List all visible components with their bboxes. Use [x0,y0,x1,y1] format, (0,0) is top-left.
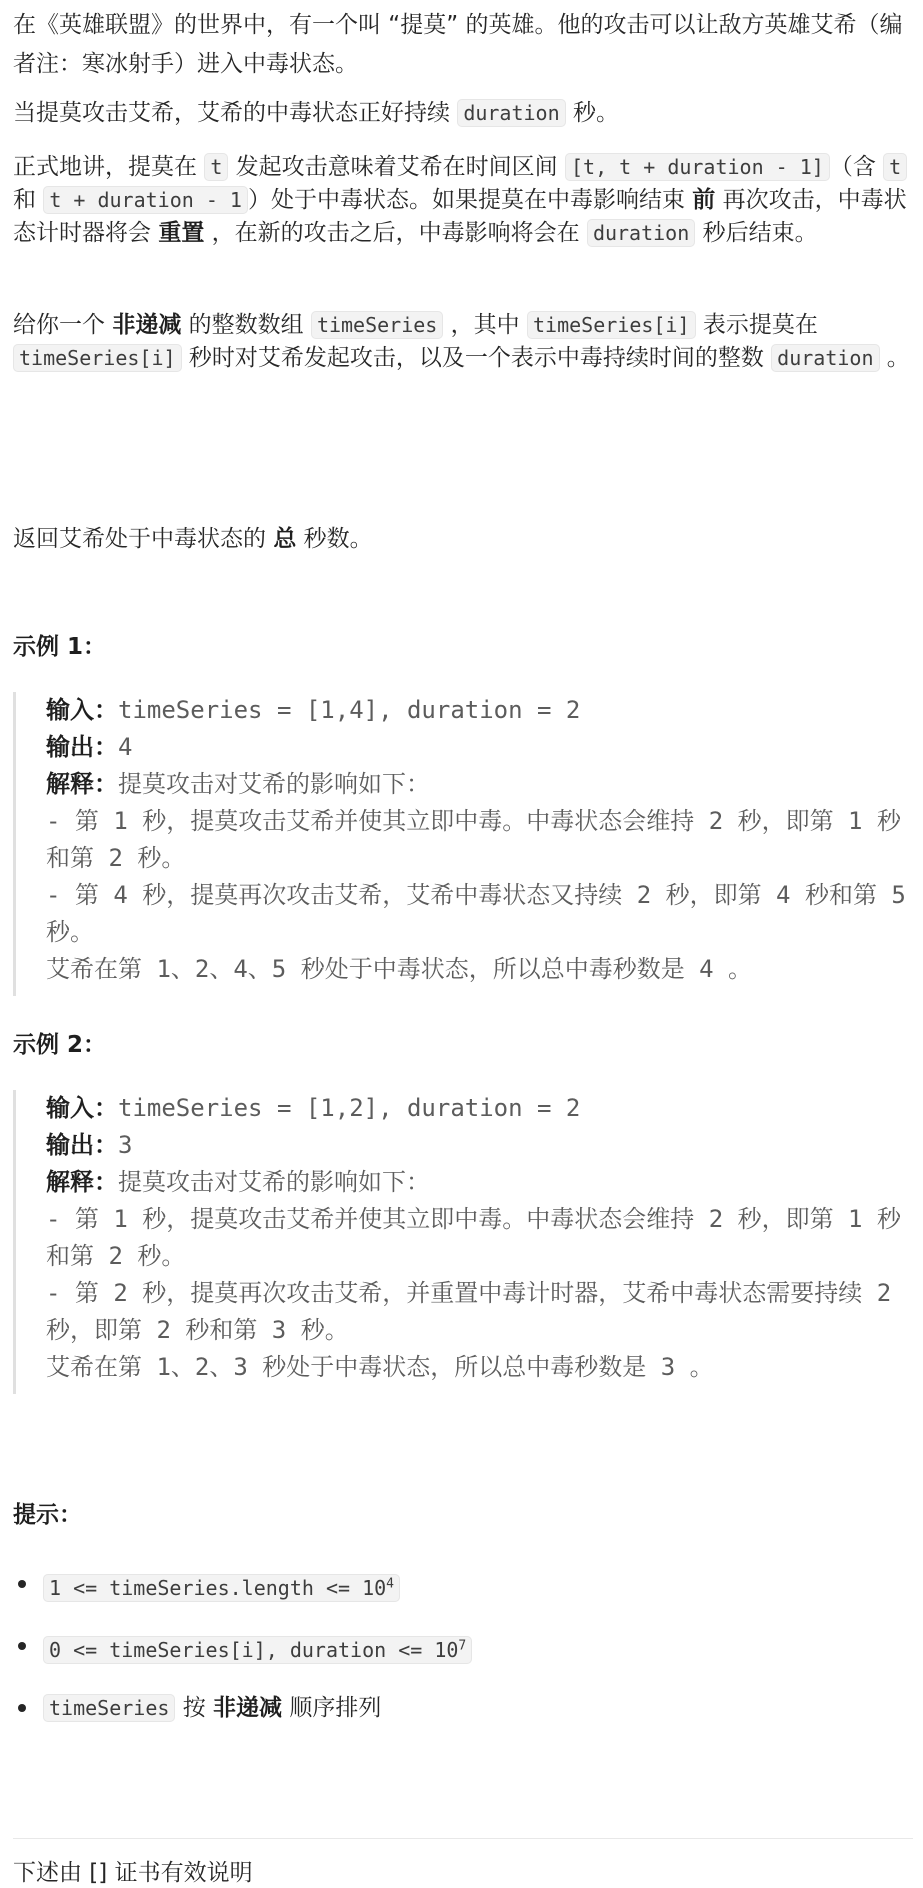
explain-label: 解释： [46,1168,118,1196]
text: 秒数。 [296,526,373,552]
example-1-title: 示例 1： [13,634,107,660]
bold-text: 非递减 [213,1695,283,1721]
example-input-line [46,1090,913,1127]
example-input-line [46,692,913,729]
code-text: 0 <= timeSeries[i], duration <= 10 [49,1637,459,1662]
text: 给你一个 [13,312,113,338]
text: ，其中 [443,312,527,338]
bold-text: 重置 [158,220,205,246]
explain-text: 提莫攻击对艾希的影响如下： [118,770,430,798]
text: ）处于中毒状态。如果提莫在中毒影响结束 [247,187,693,213]
description-paragraph-5 [13,520,913,559]
text: （含 [829,154,884,180]
example-input: timeSeries = [1,4], duration = 2 [118,696,581,724]
explain-text: - 第 1 秒，提莫攻击艾希并使其立即中毒。中毒状态会维持 2 秒，即第 1 秒和第 2 秒。 [46,1205,901,1270]
constraint-item [13,1627,472,1689]
superscript: 4 [386,1576,394,1591]
inline-code: t [883,153,907,181]
text: 秒时对艾希发起攻击，以及一个表示中毒持续时间的整数 [181,345,772,371]
explain-text: - 第 1 秒，提莫攻击艾希并使其立即中毒。中毒状态会维持 2 秒，即第 1 秒和第 2 秒。 [46,807,901,872]
description-paragraph-4 [13,309,913,375]
text: 和 [13,187,44,213]
input-label: 输入： [46,1094,118,1122]
constraint-item [13,1689,472,1751]
example-output: 3 [118,1131,133,1159]
inline-code [43,1636,472,1664]
code-text: 1 <= timeSeries.length <= 10 [49,1575,387,1600]
input-label: 输入： [46,696,118,724]
description-paragraph-1: 在《英雄联盟》的世界中，有一个叫 “提莫” 的英雄。他的攻击可以让敌方英雄艾希（编者注：寒冰射手）进入中毒状态。 [13,12,903,77]
example-1-block [13,692,921,996]
text: 发起攻击意味着艾希在时间区间 [228,154,565,180]
inline-code: [t, t + duration - 1] [565,153,830,181]
example-input: timeSeries = [1,2], duration = 2 [118,1094,581,1122]
example-explain-line [46,766,913,803]
superscript: 7 [458,1638,467,1653]
explain-text: - 第 2 秒，提莫再次攻击艾希，并重置中毒计时器，艾希中毒状态需要持续 2 秒，即第 2 秒和第 3 秒。 [46,1279,906,1344]
output-label: 输出： [46,1131,118,1159]
bullet-icon [18,1580,26,1588]
footer-text: 下述由 [] 证书有效说明 [13,1860,253,1886]
inline-code: duration [457,99,565,127]
explain-text: - 第 4 秒，提莫再次攻击艾希，艾希中毒状态又持续 2 秒，即第 4 秒和第 5 秒。 [46,881,921,946]
text: 秒后结束。 [695,220,818,246]
example-output-line [46,729,913,766]
example-2-block [13,1090,913,1394]
text: 秒。 [565,100,619,126]
text: ，在新的攻击之后，中毒影响将会在 [204,220,587,246]
bold-text: 前 [692,187,716,213]
inline-code [43,1574,400,1602]
inline-code: t [204,153,228,181]
constraints-title: 提示： [13,1502,82,1528]
example-output: 4 [118,733,133,761]
description-paragraph-2 [13,94,913,133]
bold-text: 总 [273,526,297,552]
example-output-line [46,1127,913,1164]
text: 的整数数组 [181,312,311,338]
output-label: 输出： [46,733,118,761]
constraints-list [13,1565,472,1751]
text: 顺序排列 [282,1695,382,1721]
text: 。 [879,345,910,371]
example-explain-line [46,1164,913,1201]
constraint-item [13,1565,472,1627]
inline-code: duration [587,219,695,247]
text: 当提莫攻击艾希，艾希的中毒状态正好持续 [13,100,458,126]
example-2-title: 示例 2： [13,1032,107,1058]
inline-code: timeSeries [311,311,443,339]
inline-code: t + duration - 1 [43,186,248,214]
text: 按 [175,1695,214,1721]
inline-code: duration [771,344,879,372]
text: 正式地讲，提莫在 [13,154,205,180]
explain-text: 艾希在第 1、2、4、5 秒处于中毒状态，所以总中毒秒数是 4 。 [46,955,753,983]
description-paragraph-3 [13,151,913,250]
explain-label: 解释： [46,770,118,798]
bold-text: 非递减 [112,312,182,338]
text: 表示提莫在 [695,312,818,338]
inline-code: timeSeries[i] [527,311,696,339]
explain-text: 提莫攻击对艾希的影响如下： [118,1168,430,1196]
inline-code: timeSeries[i] [13,344,182,372]
text: 再次攻击，中毒状态计时器将会 [13,187,907,246]
inline-code: timeSeries [43,1694,175,1722]
divider [13,1838,913,1839]
explain-text: 艾希在第 1、2、3 秒处于中毒状态，所以总中毒秒数是 3 。 [46,1353,714,1381]
bullet-icon [18,1642,26,1650]
bullet-icon [18,1704,26,1712]
text: 返回艾希处于中毒状态的 [13,526,274,552]
